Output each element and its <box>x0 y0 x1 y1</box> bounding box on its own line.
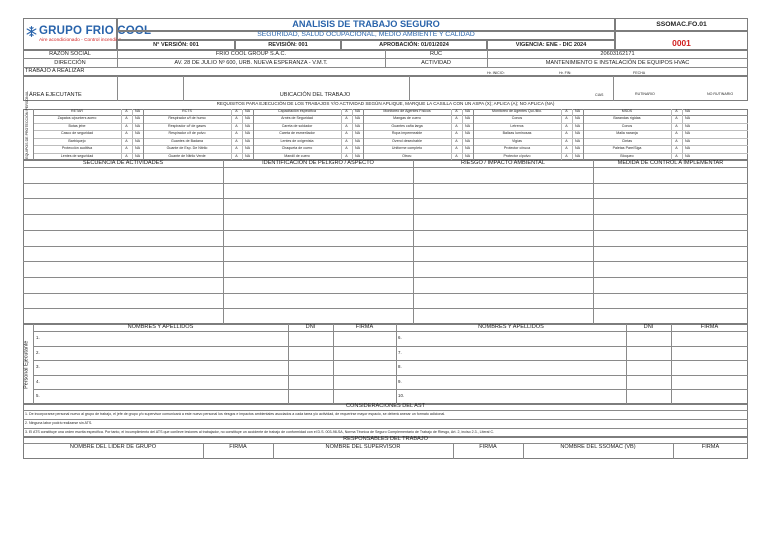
personnel-row-number: 7. <box>398 349 402 355</box>
personnel-row-number: 10. <box>398 393 405 399</box>
form-title: ANALISIS DE TRABAJO SEGURO <box>292 19 440 29</box>
req-item-a: A <box>565 138 568 143</box>
rutinario-label: RUTINARIO <box>635 92 655 96</box>
req-item-na: NA <box>465 131 470 135</box>
req-item: Careta de esmerilador <box>279 131 315 135</box>
req-item-a: A <box>235 131 238 135</box>
req-item: Letreros <box>510 123 524 128</box>
req-col-na: NA <box>465 109 470 113</box>
req-item-na: NA <box>685 123 690 128</box>
req-item: Protección auditiva <box>61 146 93 150</box>
activity-row-line <box>23 198 748 199</box>
req-item-a: A <box>565 131 568 135</box>
cias-label: CIAS <box>595 93 604 97</box>
personnel-row-number: 4. <box>36 378 40 384</box>
req-item-na: NA <box>575 131 580 135</box>
req-item-na: NA <box>135 138 140 143</box>
personnel-row-line <box>33 375 748 376</box>
req-item: Botas jebe <box>68 123 86 128</box>
revision: REVISIÓN: 001 <box>268 42 308 48</box>
req-item: Malla naranja <box>616 131 638 135</box>
req-item-na: NA <box>575 116 580 120</box>
req-item-a: A <box>565 153 568 158</box>
req-item-a: A <box>345 123 348 128</box>
area-label: ÁREA EJECUTANTE <box>29 92 82 98</box>
req-item-a: A <box>345 138 348 143</box>
req-item-na: NA <box>465 116 470 120</box>
activity-row-line <box>23 261 748 262</box>
req-item-na: NA <box>135 116 140 120</box>
req-col-na: NA <box>245 109 250 113</box>
personnel-row-number: 5. <box>36 393 40 399</box>
req-col-na: NA <box>355 109 360 113</box>
req-item: Conos <box>511 116 523 120</box>
req-group-title: RCTS <box>182 109 192 113</box>
req-item-a: A <box>675 153 678 158</box>
req-col-a: A <box>125 109 128 113</box>
req-item: Casco de seguridad <box>61 131 93 135</box>
req-item-na: NA <box>685 116 690 120</box>
firma-header-right: FIRMA <box>700 324 719 330</box>
req-item: Barbiquejo <box>68 138 86 143</box>
ruc-value: 20603162171 <box>600 51 635 57</box>
razon-social-label: RAZON SOCIAL <box>49 51 91 57</box>
req-item: Overol desechable <box>392 138 422 143</box>
req-item: Lentes de oxigenista <box>280 138 314 143</box>
req-item-na: NA <box>245 153 250 158</box>
req-item-a: A <box>345 146 348 150</box>
req-item-a: A <box>455 123 458 128</box>
personnel-row-number: 8. <box>398 364 402 370</box>
dni-header-left: DNI <box>305 324 316 330</box>
req-item-a: A <box>565 146 568 150</box>
req-group-title: Monitoreo de Agentes Quí./Bio. <box>492 109 542 113</box>
req-item-a: A <box>675 131 678 135</box>
personnel-col-line <box>626 324 627 404</box>
req-item-a: A <box>675 138 678 143</box>
no-rutinario-label: NO RUTINARIO <box>707 92 734 96</box>
req-item-a: A <box>565 123 568 128</box>
req-item-a: A <box>675 116 678 120</box>
fecha-label: FECHA <box>633 71 646 75</box>
activities-head-line <box>23 167 748 168</box>
req-item-a: A <box>235 146 238 150</box>
req-item: Bloqueo <box>620 153 634 158</box>
personnel-row-number: 6. <box>398 335 402 340</box>
form-number: 0001 <box>672 38 691 48</box>
firma-header-left: FIRMA <box>355 324 374 330</box>
req-item-na: NA <box>355 123 360 128</box>
req-item-a: A <box>455 153 458 158</box>
req-item-na: NA <box>685 131 690 135</box>
activity-row-line <box>23 214 748 215</box>
req-item-na: NA <box>575 146 580 150</box>
direccion-label: DIRECCIÓN <box>54 60 86 66</box>
brand-name: GRUPO FRIO COOL <box>39 25 152 37</box>
req-col-a: A <box>345 109 348 113</box>
nombres-header-left: NOMBRES Y APELLIDOS <box>127 324 194 330</box>
personnel-head-line <box>33 331 748 332</box>
req-item: Chaqueta de cuero <box>281 146 313 150</box>
req-row-line <box>33 130 748 131</box>
req-item-na: NA <box>355 146 360 150</box>
req-item: Cintas <box>621 138 633 143</box>
req-item-na: NA <box>465 138 470 143</box>
req-item: Careta de soldador <box>281 123 313 128</box>
req-item-a: A <box>235 138 238 143</box>
req-item-a: A <box>125 138 128 143</box>
personnel-col-line <box>333 324 334 404</box>
req-item-a: A <box>125 116 128 120</box>
personnel-row-number: 3. <box>36 364 40 370</box>
req-item-a: A <box>675 146 678 150</box>
personnel-side-label: Personal Ejecutante <box>23 340 30 389</box>
peligro-header: IDENTIFICACIÓN DE PELIGRO / ASPECTO <box>262 160 374 166</box>
req-item-a: A <box>345 131 348 135</box>
req-item-a: A <box>455 146 458 150</box>
approval: APROBACIÓN: 01/01/2024 <box>379 42 449 48</box>
req-item-a: A <box>565 116 568 120</box>
req-col-a: A <box>565 109 568 113</box>
requirements-header: REQUISITOS PARA EJECUCIÓN DE LOS TRABAJOS Y/O ACTIVIDAD SEGÚN APLIQUE, MARQUE LA CASILLA CON UN ASPA (X); APLICA (A); NO APLICA (NA) <box>216 101 555 106</box>
req-item-na: NA <box>465 153 470 158</box>
req-col-na: NA <box>575 109 580 113</box>
lider-label: NOMBRE DEL LIDER DE GRUPO <box>69 444 157 450</box>
req-item-a: A <box>125 146 128 150</box>
medida-header: MEDIDA DE CONTROL A IMPLEMENTAR <box>617 160 724 166</box>
trabajo-label: TRABAJO A REALIZAR <box>25 68 85 74</box>
req-item-na: NA <box>135 131 140 135</box>
req-item-na: NA <box>355 116 360 120</box>
req-item: Balizas luminosas <box>502 131 532 135</box>
req-col-na: NA <box>685 109 690 113</box>
req-item-a: A <box>675 123 678 128</box>
consideration-1: 1. De incorporarse personal nuevo al grupo de trabajo, el jefe de grupo y/o supervisor comunicará a este nuevo personal los riesgos e impactos ambientales asociados a cada tarea y/o actividad, de requerirse mayor espacio, se deberá anexar un formato adicional. <box>25 412 446 416</box>
firma-lider-label: FIRMA <box>229 444 247 450</box>
activity-row-line <box>23 293 748 294</box>
actividad-label: ACTIVIDAD <box>421 60 451 66</box>
version: N° VERSIÓN: 001 <box>153 42 199 48</box>
validity: VIGENCIA: ENE - DIC 2024 <box>515 42 587 48</box>
req-row-line <box>33 138 748 139</box>
req-item-na: NA <box>355 131 360 135</box>
req-item-a: A <box>455 131 458 135</box>
personnel-row-number: 1. <box>36 335 40 340</box>
req-item: Conos <box>621 123 633 128</box>
form-subtitle: SEGURIDAD, SALUD OCUPACIONAL, MEDIO AMBIENTE Y CALIDAD <box>257 31 475 38</box>
req-item: Guante de Nitrilo Verde <box>168 153 206 158</box>
secuencia-header: SECUENCIA DE ACTIVIDADES <box>82 160 164 166</box>
req-item-na: NA <box>575 153 580 158</box>
personnel-row-line <box>33 346 748 347</box>
req-item-a: A <box>125 123 128 128</box>
req-group-title: MSDS <box>621 109 633 113</box>
req-item: Zapatos c/punters acero <box>57 116 97 120</box>
req-item: Mandil de cuero <box>284 153 310 158</box>
req-item-na: NA <box>465 146 470 150</box>
form-code: SSOMAC.FO.01 <box>656 20 707 28</box>
req-item-a: A <box>455 116 458 120</box>
req-item: Lentes de seguridad <box>60 153 94 158</box>
firma-supervisor-label: FIRMA <box>479 444 497 450</box>
req-item-na: NA <box>135 153 140 158</box>
req-item-a: A <box>345 153 348 158</box>
req-item-na: NA <box>355 153 360 158</box>
ubicacion-label: UBICACIÓN DEL TRABAJO <box>279 92 351 98</box>
area-section <box>23 76 748 101</box>
activity-row-line <box>23 277 748 278</box>
req-item: Barandas rígidas <box>613 116 641 120</box>
personnel-row-line <box>33 360 748 361</box>
req-item: Guantes de Badana <box>171 138 203 143</box>
personnel-table <box>23 324 748 404</box>
req-item: Otros: <box>402 153 412 158</box>
req-item-a: A <box>125 153 128 158</box>
req-item-na: NA <box>245 131 250 135</box>
req-group-title: Monitoreo de Agentes Físicos <box>383 109 431 113</box>
brand-tagline: Aire acondicionado - Control incendios <box>39 38 122 43</box>
activity-col-line <box>413 160 414 324</box>
req-item: Guantes caña larga <box>391 123 423 128</box>
req-item-na: NA <box>245 138 250 143</box>
personnel-row-number: 9. <box>398 378 402 384</box>
req-item-a: A <box>345 116 348 120</box>
considerations-title: CONSIDERACIONES DEL AST <box>345 403 426 409</box>
firma-ssomac-label: FIRMA <box>701 444 720 450</box>
req-item-na: NA <box>685 153 690 158</box>
hr-fin-label: Hr. FIN: <box>559 71 572 75</box>
riesgo-header: RIESGO / IMPACTO AMBIENTAL <box>461 160 545 166</box>
req-item-a: A <box>235 116 238 120</box>
actividad-value: MANTENIMIENTO E INSTALACIÓN DE EQUIPOS HVAC <box>545 60 690 66</box>
req-item: Arnés de Seguridad <box>281 116 313 120</box>
req-item-na: NA <box>135 146 140 150</box>
hr-inicio-label: Hr. INICIO: <box>487 71 505 75</box>
req-item: Respirador c/f de humo <box>168 116 206 120</box>
req-row-line <box>33 153 748 154</box>
dni-header-right: DNI <box>643 324 654 330</box>
activity-row-line <box>23 308 748 309</box>
req-item: Protector c/polvo <box>503 153 531 158</box>
activity-row-line <box>23 183 748 184</box>
activity-col-line <box>223 160 224 324</box>
personnel-col-line <box>671 324 672 404</box>
req-item-na: NA <box>355 138 360 143</box>
req-col-a: A <box>455 109 458 113</box>
req-item: Protector c/nuca <box>503 146 531 150</box>
req-item-na: NA <box>685 138 690 143</box>
ats-form <box>23 18 748 458</box>
consideration-3: 3. El ATS constituye una orden escrita específica. Por tanto, el incumplimiento del ATS que conlleve lesiones al trabajador, no constituye un accidente de trabajo de conformidad con el D.S. 003-98-SA, Norma Técnica de Seguro Complementario de Trabajo de Riesgo, Art. 2, inciso 2.3., Literal C. <box>25 430 495 434</box>
activities-table <box>23 160 748 324</box>
req-item: Mangas de cuero <box>393 116 421 120</box>
snowflake-icon <box>26 26 37 37</box>
activity-col-line <box>593 160 594 324</box>
req-item-a: A <box>455 138 458 143</box>
req-item: Ropa impermeable <box>391 131 423 135</box>
razon-social-value: FRIO COOL GROUP S.A.C. <box>215 51 287 57</box>
req-group-title: RETAR <box>71 109 83 113</box>
req-item-na: NA <box>465 123 470 128</box>
req-item-na: NA <box>245 123 250 128</box>
supervisor-label: NOMBRE DEL SUPERVISOR <box>325 444 401 450</box>
req-item: Guante de Esp. De Nitrilo <box>166 146 208 150</box>
epp-side-label: EQUIPOS DE PROTECCIÓN PERSONAL <box>25 90 30 159</box>
req-item-na: NA <box>575 123 580 128</box>
req-col-na: NA <box>135 109 140 113</box>
consideration-2: 2. Ninguna labor podrá realizarse sin ATS. <box>25 421 93 425</box>
req-item: Paletas Pare/Siga <box>612 146 642 150</box>
req-item: Respirador c/f de gases <box>168 123 206 128</box>
req-item-na: NA <box>245 146 250 150</box>
req-item-a: A <box>125 131 128 135</box>
req-item: Uniforme completo <box>391 146 423 150</box>
personnel-row-line <box>33 389 748 390</box>
req-item-a: A <box>235 123 238 128</box>
personnel-col-line <box>396 324 397 404</box>
nombres-header-right: NOMBRES Y APELLIDOS <box>478 324 544 330</box>
ssomac-label: NOMBRE DEL SSOMAC (VB) <box>560 444 636 450</box>
req-col-a: A <box>235 109 238 113</box>
activity-row-line <box>23 246 748 247</box>
req-item-na: NA <box>685 146 690 150</box>
personnel-col-line <box>288 324 289 404</box>
activity-row-line <box>23 230 748 231</box>
req-item-na: NA <box>575 138 580 143</box>
req-item-na: NA <box>245 116 250 120</box>
direccion-value: AV. 28 DE JULIO Nº 600, URB. NUEVA ESPERANZA - V.M.T. <box>174 60 328 66</box>
ruc-label: RUC <box>429 51 443 57</box>
req-group-title: Capacitación específica <box>278 109 316 113</box>
req-item: Respirador c/f de polvo <box>168 131 206 135</box>
req-col-a: A <box>675 109 678 113</box>
req-item-na: NA <box>135 123 140 128</box>
req-item-a: A <box>235 153 238 158</box>
signatures-title: RESPONSABLES DEL TRABAJO <box>343 436 428 442</box>
personnel-row-number: 2. <box>36 349 40 355</box>
req-item: Vigías <box>512 138 522 143</box>
